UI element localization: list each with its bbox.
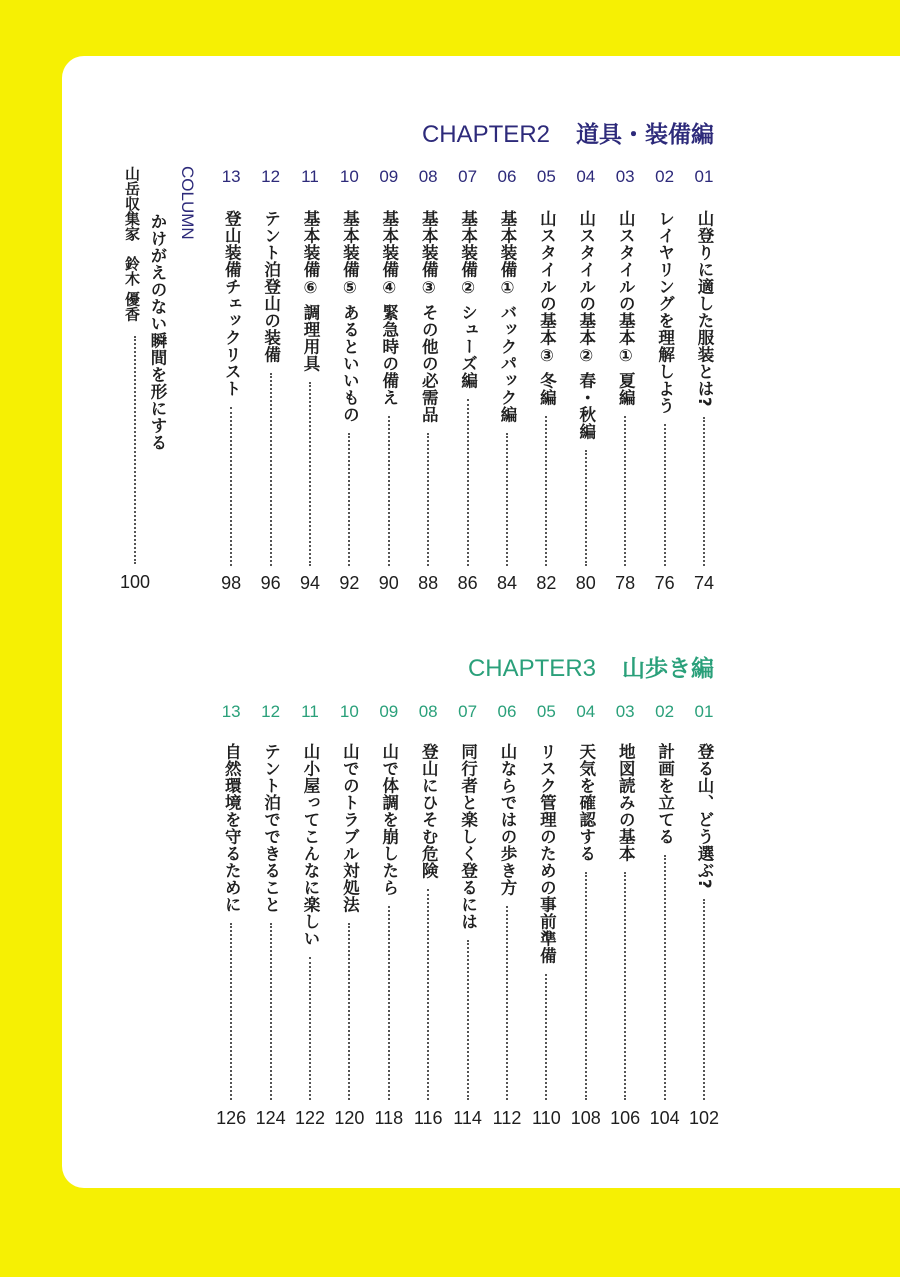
toc-title[interactable]: テント泊登山の装備: [261, 210, 281, 363]
toc-title[interactable]: リスク管理のための事前準備: [537, 743, 557, 964]
toc-leader-dots: [467, 399, 469, 566]
column-author: 山岳収集家 鈴木 優香: [123, 166, 141, 322]
toc-title[interactable]: 天気を確認する: [576, 743, 596, 862]
toc-title[interactable]: 基本装備③ その他の必需品: [419, 210, 439, 423]
toc-leader-dots: [585, 450, 587, 566]
toc-number: 01: [694, 167, 714, 186]
toc-title[interactable]: 登る山、どう選ぶ?: [695, 743, 714, 890]
toc-page-number: 124: [255, 1108, 286, 1128]
toc-number: 09: [379, 702, 399, 721]
toc-number: 07: [458, 702, 478, 721]
toc-page-number: 78: [615, 573, 636, 593]
toc-number: 05: [536, 167, 556, 186]
toc-page-number: 84: [496, 573, 518, 593]
toc-title[interactable]: 山スタイルの基本③ 冬編: [537, 210, 557, 406]
toc-leader-dots: [230, 923, 232, 1100]
toc-title[interactable]: 山スタイルの基本② 春・秋編: [576, 210, 596, 440]
toc-number: 09: [379, 167, 399, 186]
toc-page-number: 102: [688, 1108, 720, 1128]
toc-leader-dots: [230, 407, 232, 566]
toc-title[interactable]: 山でのトラブル対処法: [340, 743, 360, 913]
toc-leader-dots: [467, 940, 469, 1100]
toc-number: 11: [301, 167, 319, 186]
toc-leader-dots: [348, 433, 350, 566]
toc-number: 12: [261, 167, 281, 186]
toc-title[interactable]: 山スタイルの基本① 夏編: [616, 210, 636, 406]
toc-number: 04: [576, 702, 596, 721]
toc-number: 07: [458, 167, 478, 186]
toc-title[interactable]: 同行者と楽しく登るには: [458, 743, 478, 930]
toc-page-number: 114: [453, 1108, 482, 1128]
toc-title[interactable]: 山登りに適した服装とは?: [695, 210, 714, 408]
column-leader-dots: [134, 336, 136, 564]
toc-title[interactable]: 山で体調を崩したら: [379, 743, 399, 896]
toc-number: 08: [418, 167, 438, 186]
toc-page-number: 82: [536, 573, 557, 593]
toc-page-number: 108: [570, 1108, 601, 1128]
toc-page-number: 90: [378, 573, 399, 593]
toc-title[interactable]: 基本装備④ 緊急時の備え: [379, 210, 399, 406]
toc-number: 03: [615, 702, 635, 721]
toc-leader-dots: [506, 906, 508, 1100]
toc-number: 08: [418, 702, 438, 721]
chapter2-title: 道具・装備編: [576, 122, 714, 148]
toc-page-number: 110: [532, 1108, 561, 1128]
toc-leader-dots: [309, 382, 311, 566]
toc-page-number: 92: [339, 573, 360, 593]
toc-number: 04: [576, 167, 596, 186]
toc-number: 10: [339, 167, 359, 186]
chapter2-label: CHAPTER2: [421, 121, 550, 148]
toc-number: 13: [221, 702, 241, 721]
column-page: 100: [119, 572, 151, 592]
toc-title[interactable]: 地図読みの基本: [616, 743, 636, 862]
toc-leader-dots: [703, 417, 705, 566]
toc-leader-dots: [270, 373, 272, 566]
toc-number: 11: [301, 702, 319, 721]
toc-title[interactable]: 山小屋ってこんなに楽しい: [301, 743, 320, 947]
toc-number: 02: [655, 702, 675, 721]
toc-title[interactable]: 登山装備チェックリスト: [222, 210, 242, 397]
toc-leader-dots: [427, 433, 429, 566]
toc-title[interactable]: 自然環境を守るために: [222, 743, 242, 913]
toc-title[interactable]: 基本装備⑥ 調理用具: [301, 210, 320, 372]
toc-page-number: 120: [334, 1108, 365, 1128]
toc-leader-dots: [348, 923, 350, 1100]
toc-number: 03: [615, 167, 635, 186]
toc-page-number: 96: [260, 573, 281, 593]
toc-page-number: 80: [575, 573, 596, 593]
column-label: COLUMN: [178, 166, 197, 240]
toc-leader-dots: [545, 416, 547, 566]
toc-leader-dots: [624, 416, 626, 566]
toc-title[interactable]: 基本装備② シューズ編: [458, 210, 478, 389]
column-title: かけがえのない瞬間を形にする: [148, 213, 167, 451]
toc-title[interactable]: 山ならではの歩き方: [498, 743, 517, 896]
toc-number: 06: [497, 167, 517, 186]
toc-number: 06: [497, 702, 517, 721]
toc-leader-dots: [388, 416, 390, 566]
toc-title[interactable]: 計画を立てる: [655, 743, 675, 845]
toc-title[interactable]: テント泊でできること: [261, 743, 281, 913]
toc-leader-dots: [388, 906, 390, 1100]
chapter3-title: 山歩き編: [622, 656, 714, 682]
chapter2-heading: [422, 116, 714, 149]
toc-page-number: 86: [457, 573, 478, 593]
toc-number: 02: [655, 167, 675, 186]
toc-number: 10: [339, 702, 359, 721]
chapter3-heading: [468, 650, 714, 683]
toc-page-number: 126: [216, 1108, 247, 1128]
toc-leader-dots: [585, 872, 587, 1100]
toc-page-number: 112: [492, 1108, 522, 1128]
toc-page-number: 118: [374, 1108, 404, 1128]
toc-title[interactable]: 登山にひそむ危険: [419, 743, 439, 879]
toc-title[interactable]: 基本装備① バックパック編: [498, 210, 517, 423]
toc-page-number: 122: [294, 1108, 326, 1128]
toc-leader-dots: [309, 957, 311, 1100]
toc-title[interactable]: 基本装備⑤ あるといいもの: [340, 210, 360, 423]
toc-page-number: 106: [610, 1108, 641, 1128]
toc-leader-dots: [270, 923, 272, 1100]
toc-leader-dots: [545, 974, 547, 1100]
toc-leader-dots: [624, 872, 626, 1100]
toc-leader-dots: [506, 433, 508, 566]
toc-page-number: 88: [418, 573, 439, 593]
toc-number: 13: [221, 167, 241, 186]
toc-page-number: 94: [299, 573, 321, 593]
toc-title[interactable]: レイヤリングを理解しよう: [655, 210, 675, 414]
toc-page-number: 98: [221, 573, 242, 593]
toc-number: 12: [261, 702, 281, 721]
toc-page-number: 76: [654, 573, 675, 593]
chapter3-label: CHAPTER3: [467, 655, 596, 682]
toc-leader-dots: [664, 424, 666, 566]
toc-number: 05: [536, 702, 556, 721]
toc-leader-dots: [427, 889, 429, 1100]
toc-page-number: 116: [413, 1108, 443, 1128]
toc-number: 01: [694, 702, 714, 721]
toc-page-number: 104: [649, 1108, 680, 1128]
toc-leader-dots: [703, 899, 705, 1100]
toc-page-number: 74: [693, 573, 715, 593]
toc-leader-dots: [664, 855, 666, 1100]
